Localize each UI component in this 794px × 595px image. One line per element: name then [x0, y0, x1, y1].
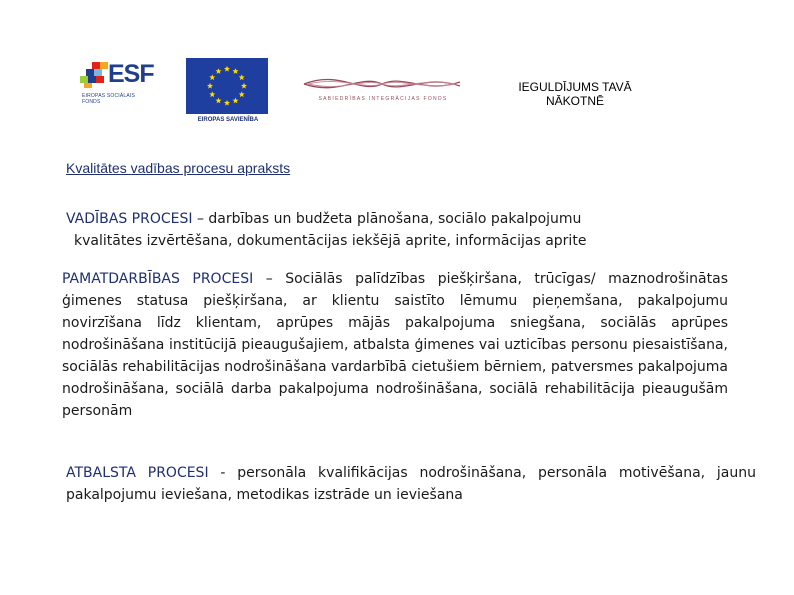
eu-star-icon: [207, 83, 213, 89]
section-text: – Sociālās palīdzības piešķiršana, trūcīgas/ maznodrošinātas ģimenes statusa piešķiršana, ar klientu saistīto lēmumu pieņemšana, pakalpojumu novirzīšana līdz klientam, aprūpes mājās pakalpojuma sniegšana, sociālās aprūpes nodrošināšana institūcijā pieaugušajiem, atbalsta ģimenes vai uzticības personu piesaistīšana, sociālās rehabilitācijas nodrošināšana vardarbībā cietušiem bērniem, patversmes pakalpojuma nodrošināšana, sociālā darba pakalpojuma nodrošināšana, sociālā rehabilitācija pieaugušām personām: [62, 271, 728, 419]
eu-star-icon: [215, 68, 221, 74]
eu-star-icon: [224, 100, 230, 106]
esf-mark-icon: [80, 62, 108, 88]
eu-star-icon: [239, 74, 245, 80]
section-vadibas-procesi: [66, 208, 716, 252]
esf-logo-text: ESF: [108, 60, 154, 88]
section-text-line2: kvalitātes izvērtēšana, dokumentācijas iekšējā aprite, informācijas aprite: [74, 233, 587, 249]
esf-logo: [80, 60, 152, 122]
eu-star-icon: [224, 66, 230, 72]
eu-star-icon: [209, 91, 215, 97]
tagline: [505, 80, 645, 108]
tagline-line2: NĀKOTNĒ: [545, 94, 604, 108]
sif-logo-caption: SABIEDRĪBAS INTEGRĀCIJAS FONDS: [318, 96, 448, 102]
sif-ribbon-icon: [300, 72, 464, 96]
section-pamatdarbibas-procesi: [62, 268, 728, 422]
section-lead: PAMATDARBĪBAS PROCESI: [62, 271, 254, 287]
eu-star-icon: [215, 98, 221, 104]
eu-star-icon: [241, 83, 247, 89]
section-text: - personāla kvalifikācijas nodrošināšana, personāla motivēšana, jaunu pakalpojumu ieviešana, metodikas izstrāde un ieviešana: [66, 465, 756, 503]
eu-stars-icon: [186, 58, 268, 114]
section-lead: ATBALSTA PROCESI: [66, 465, 209, 481]
tagline-line1: IEGULDĪJUMS TAVĀ: [518, 80, 632, 94]
esf-logo-subtext: EIROPAS SOCIĀLAIS FONDS: [82, 93, 136, 105]
section-atbalsta-procesi: [66, 462, 756, 506]
eu-star-icon: [232, 98, 238, 104]
eu-star-icon: [239, 91, 245, 97]
eu-flag: [186, 58, 268, 114]
section-lead: VADĪBAS PROCESI: [66, 211, 193, 227]
eu-star-icon: [209, 74, 215, 80]
eu-flag-caption: EIROPAS SAVIENĪBA: [197, 117, 259, 123]
sif-logo: [300, 72, 464, 108]
section-text: – darbības un budžeta plānošana, sociālo pakalpojumu: [192, 211, 582, 227]
page-title: Kvalitātes vadības procesu apraksts: [66, 160, 291, 176]
eu-star-icon: [232, 68, 238, 74]
